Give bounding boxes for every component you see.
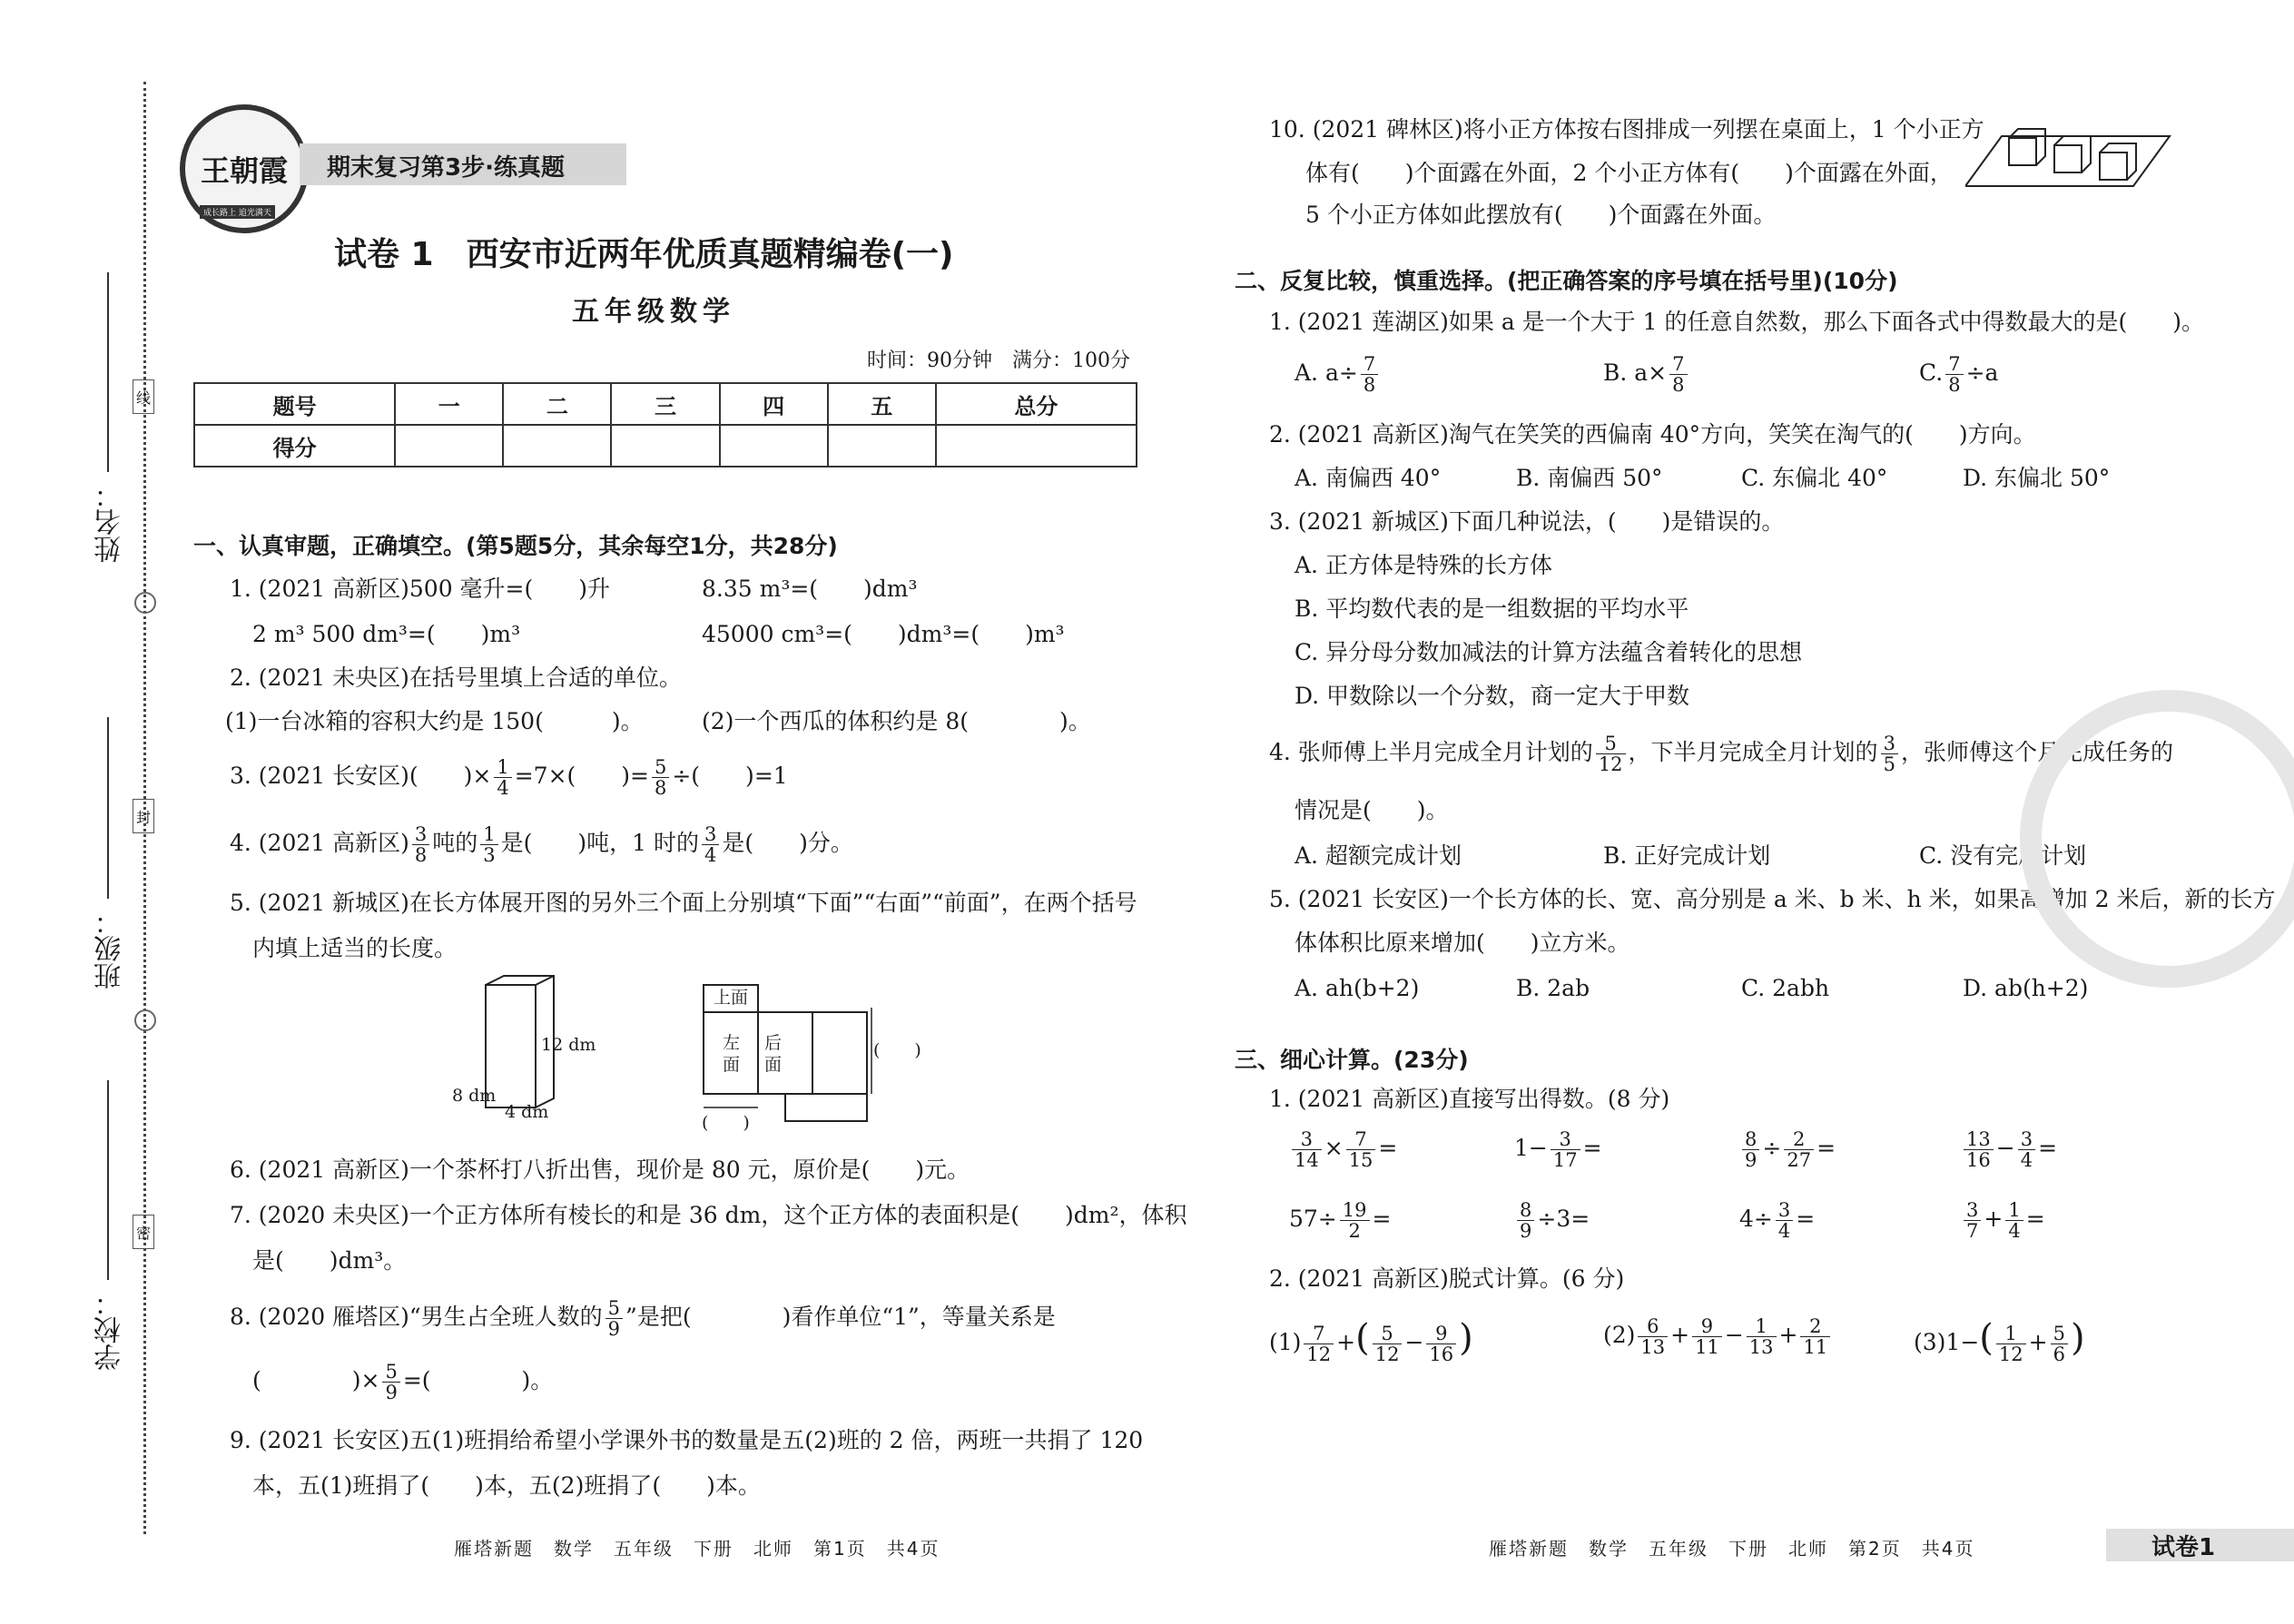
fig-paren-height[interactable]: ( ): [873, 1040, 921, 1060]
question-10c: 5 个小正方体如此摆放有( )个面露在外面。: [1305, 202, 1777, 228]
footer-tag: 试卷1: [2151, 1534, 2216, 1561]
section-1-title: 一、认真审题，正确填空。(第5题5分，其余每空1分，共28分): [193, 533, 838, 559]
scissors-icon: [134, 1009, 156, 1031]
question-10a: 10. (2021 碑林区)将小正方体按右图排成一列摆在桌面上，1 个小正方: [1269, 116, 1984, 143]
school-label: 学校：: [94, 1289, 126, 1371]
page-subtitle: 五年级数学: [572, 296, 735, 328]
score-cell[interactable]: [611, 425, 719, 467]
calc-item: $\frac{3}{14}$ × $\frac{7}{15}$ =: [1289, 1129, 1397, 1170]
s2-q5-option-c: C. 2abh: [1741, 975, 1830, 1001]
fig-back-face: 后: [764, 1033, 783, 1053]
score-cell[interactable]: [720, 425, 828, 467]
fig-top-face: 上面: [714, 988, 749, 1008]
fig-label-8dm: 8 dm: [452, 1086, 497, 1106]
calc-item: $\frac{8}{9}$ ÷3=: [1514, 1200, 1590, 1241]
calc-item: $\frac{3}{7}$ + $\frac{1}{4}$ =: [1961, 1200, 2045, 1241]
question-8a: 8. (2020 雁塔区)“男生占全班人数的 $\frac{5}{9}$ ”是把( )看作单位“1”，等量关系是: [230, 1297, 1056, 1341]
question-5a: 5. (2021 新城区)在长方体展开图的另外三个面上分别填“下面”“右面”“前面”，在两个括号: [230, 890, 1137, 916]
s2-q1-option-c: C. $\frac{7}{8}$ ÷a: [1919, 353, 1999, 397]
score-header: 二: [503, 383, 611, 425]
s2-question-4: 4. 张师傅上半月完成全月计划的 $\frac{5}{12}$ ，下半月完成全月计划的 $\frac{3}{5}$ ，张师傅这个月完成任务的: [1269, 733, 2173, 776]
s2-q2-option-d: D. 东偏北 50°: [1963, 465, 2111, 491]
fig-left-face: 面: [723, 1055, 741, 1075]
school-field[interactable]: [107, 1080, 109, 1280]
s2-q3-option-b: B. 平均数代表的是一组数据的平均水平: [1295, 595, 1689, 622]
fraction: $\frac{3}{5}$: [1881, 733, 1898, 774]
fig-label-12dm: 12 dm: [541, 1035, 596, 1055]
question-9b: 本，五(1)班捐了( )本，五(2)班捐了( )本。: [252, 1472, 761, 1499]
page-title: 试卷 1 西安市近两年优质真题精编卷(一): [334, 236, 954, 273]
s2-q5-option-b: B. 2ab: [1516, 975, 1590, 1001]
scissors-icon: [134, 592, 156, 614]
fig-label-4dm: 4 dm: [505, 1102, 549, 1122]
question-4: 4. (2021 高新区) $\frac{3}{8}$ 吨的 $\frac{1}{3}$ 是( )吨，1 时的 $\frac{3}{4}$ 是( )分。: [230, 823, 853, 867]
s2-q4-option-a: A. 超额完成计划: [1295, 842, 1462, 869]
s2-question-2: 2. (2021 高新区)淘气在笑笑的西偏南 40°方向，笑笑在淘气的( )方向。: [1269, 421, 2036, 448]
s2-q5-option-d: D. ab(h+2): [1963, 975, 2089, 1001]
s2-q3-option-c: C. 异分母分数加减法的计算方法蕴含着转化的思想: [1295, 639, 1803, 665]
s2-question-5a: 5. (2021 长安区)一个长方体的长、宽、高分别是 a 米、b 米、h 米，如果高增加 2 米后，新的长方: [1269, 886, 2276, 912]
fraction: $\frac{7}{8}$: [1361, 354, 1378, 395]
question-1a: 1. (2021 高新区)500 毫升=( )升: [230, 576, 610, 602]
calc-item: $\frac{8}{9}$ ÷ $\frac{2}{27}$ =: [1739, 1129, 1836, 1170]
fraction: $\frac{1}{3}$: [480, 824, 497, 865]
calc-item: 57÷ $\frac{19}{2}$ =: [1289, 1199, 1392, 1243]
q3-mid2: ÷( )=1: [672, 763, 788, 790]
calc-expr-3: (3)1−( $\frac{1}{12}$ + $\frac{5}{6}$ ): [1914, 1317, 2085, 1365]
s2-q2-option-a: A. 南偏西 40°: [1295, 465, 1442, 491]
logo-motto: 成长路上 追光满天: [200, 205, 275, 219]
calc-expr-2: (2) $\frac{6}{13}$ + $\frac{9}{11}$ − $\frac{1}{13}$ + $\frac{2}{11}$: [1603, 1316, 1833, 1357]
s2-q3-option-a: A. 正方体是特殊的长方体: [1295, 552, 1552, 578]
s3-question-2: 2. (2021 高新区)脱式计算。(6 分): [1269, 1265, 1625, 1292]
question-7b: 是( )dm³。: [252, 1247, 407, 1274]
fig-paren-width[interactable]: ( ): [702, 1113, 750, 1133]
score-table: [193, 382, 1137, 468]
question-7a: 7. (2020 未央区)一个正方体所有棱长的和是 36 dm，这个正方体的表面积是( )dm²，体积: [230, 1202, 1187, 1228]
s2-q2-option-b: B. 南偏西 50°: [1516, 465, 1663, 491]
seal-label-seal: 封: [133, 799, 154, 833]
s3-question-1: 1. (2021 高新区)直接写出得数。(8 分): [1269, 1086, 1670, 1112]
fig-left-face: 左: [723, 1033, 741, 1053]
question-6: 6. (2021 高新区)一个茶杯打八折出售，现价是 80 元，原价是( )元。: [230, 1156, 970, 1183]
fraction: $\frac{3}{4}$: [702, 824, 719, 865]
fraction: $\frac{5}{12}$: [1596, 733, 1626, 774]
q3-pre: 3. (2021 长安区)( )×: [230, 763, 492, 790]
question-5b: 内填上适当的长度。: [252, 935, 458, 961]
score-cell[interactable]: [936, 425, 1137, 467]
cubes-figure: [1965, 118, 2174, 191]
score-header: 一: [395, 383, 503, 425]
s2-q1-option-b: B. a× $\frac{7}{8}$: [1603, 354, 1690, 395]
seal-label-secret: 密: [133, 1215, 154, 1249]
fig-back-face: 面: [764, 1055, 783, 1075]
question-1d: 45000 cm³=( )dm³=( )m³: [702, 621, 1065, 647]
calc-item: $\frac{13}{16}$ − $\frac{3}{4}$ =: [1961, 1129, 2057, 1170]
question-3: [230, 757, 788, 798]
question-8b: ( )× $\frac{5}{9}$ =( )。: [252, 1361, 554, 1404]
s2-q2-option-c: C. 东偏北 40°: [1741, 465, 1888, 491]
name-label: 姓名：: [94, 481, 126, 563]
question-10b: 体有( )个面露在外面，2 个小正方体有( )个面露在外面，: [1305, 160, 1953, 186]
s2-q4-option-b: B. 正好完成计划: [1603, 842, 1771, 869]
fraction: $\frac{3}{8}$: [412, 824, 429, 865]
score-header: 四: [720, 383, 828, 425]
s2-q3-option-d: D. 甲数除以一个分数，商一定大于甲数: [1295, 683, 1690, 709]
score-cell[interactable]: [503, 425, 611, 467]
fraction: $\frac{7}{8}$: [1669, 354, 1687, 395]
score-header: 题号: [194, 383, 395, 425]
score-header: 五: [828, 383, 936, 425]
fraction: $\frac{1}{4}$: [494, 757, 511, 798]
footer-right: 雁塔新题 数学 五年级 下册 北师 第2页 共4页: [1489, 1538, 1975, 1560]
question-2a: (1)一台冰箱的容积大约是 150( )。: [225, 708, 644, 734]
score-cell[interactable]: [395, 425, 503, 467]
score-header: 总分: [936, 383, 1137, 425]
banner-text: 期末复习第3步·练真题: [327, 154, 565, 182]
score-row-label: 得分: [194, 425, 395, 467]
section-3-title: 三、细心计算。(23分): [1235, 1047, 1469, 1073]
name-field[interactable]: [107, 272, 109, 472]
s2-question-5b: 体体积比原来增加( )立方米。: [1295, 930, 1630, 956]
question-2b: (2)一个西瓜的体积约是 8( )。: [702, 708, 1091, 734]
fraction: $\frac{7}{8}$: [1945, 354, 1963, 395]
question-1c: 2 m³ 500 dm³=( )m³: [252, 621, 521, 647]
s2-question-1: 1. (2021 莲湖区)如果 a 是一个大于 1 的任意自然数，那么下面各式中得数最大的是( )。: [1269, 309, 2204, 335]
question-2: 2. (2021 未央区)在括号里填上合适的单位。: [230, 664, 682, 691]
fraction: $\frac{5}{9}$: [382, 1362, 399, 1403]
logo-text: 王朝霞: [200, 153, 288, 188]
s2-question-3: 3. (2021 新城区)下面几种说法，( )是错误的。: [1269, 508, 1785, 535]
s2-q1-option-a: A. a÷ $\frac{7}{8}$: [1295, 354, 1381, 395]
calc-item: 4÷ $\frac{3}{4}$ =: [1739, 1199, 1816, 1243]
s2-q5-option-a: A. ah(b+2): [1295, 975, 1420, 1001]
s2-question-4b: 情况是( )。: [1295, 797, 1449, 823]
question-9a: 9. (2021 长安区)五(1)班捐给希望小学课外书的数量是五(2)班的 2 倍，两班一共捐了 120: [230, 1427, 1144, 1453]
question-1b: 8.35 m³=( )dm³: [702, 576, 918, 602]
section-2-title: 二、反复比较，慎重选择。(把正确答案的序号填在括号里)(10分): [1235, 268, 1898, 294]
q3-mid1: =7×( )=: [514, 763, 649, 790]
class-label: 班级：: [94, 908, 126, 989]
class-field[interactable]: [107, 717, 109, 899]
score-header: 三: [611, 383, 719, 425]
score-cell[interactable]: [828, 425, 936, 467]
fraction: $\frac{5}{9}$: [605, 1298, 623, 1339]
time-info: 时间：90分钟 满分：100分: [867, 349, 1130, 372]
s2-q4-option-c: C. 没有完成计划: [1919, 842, 2087, 869]
footer-left: 雁塔新题 数学 五年级 下册 北师 第1页 共4页: [454, 1538, 940, 1560]
watermark-seal: [2020, 690, 2294, 988]
calc-item: 1− $\frac{3}{17}$ =: [1514, 1128, 1602, 1172]
calc-expr-1: (1) $\frac{7}{12}$ +( $\frac{5}{12}$ − $\frac{9}{16}$ ): [1269, 1317, 1473, 1365]
fraction: $\frac{5}{8}$: [652, 757, 669, 798]
seal-label-line: 线: [133, 379, 154, 414]
